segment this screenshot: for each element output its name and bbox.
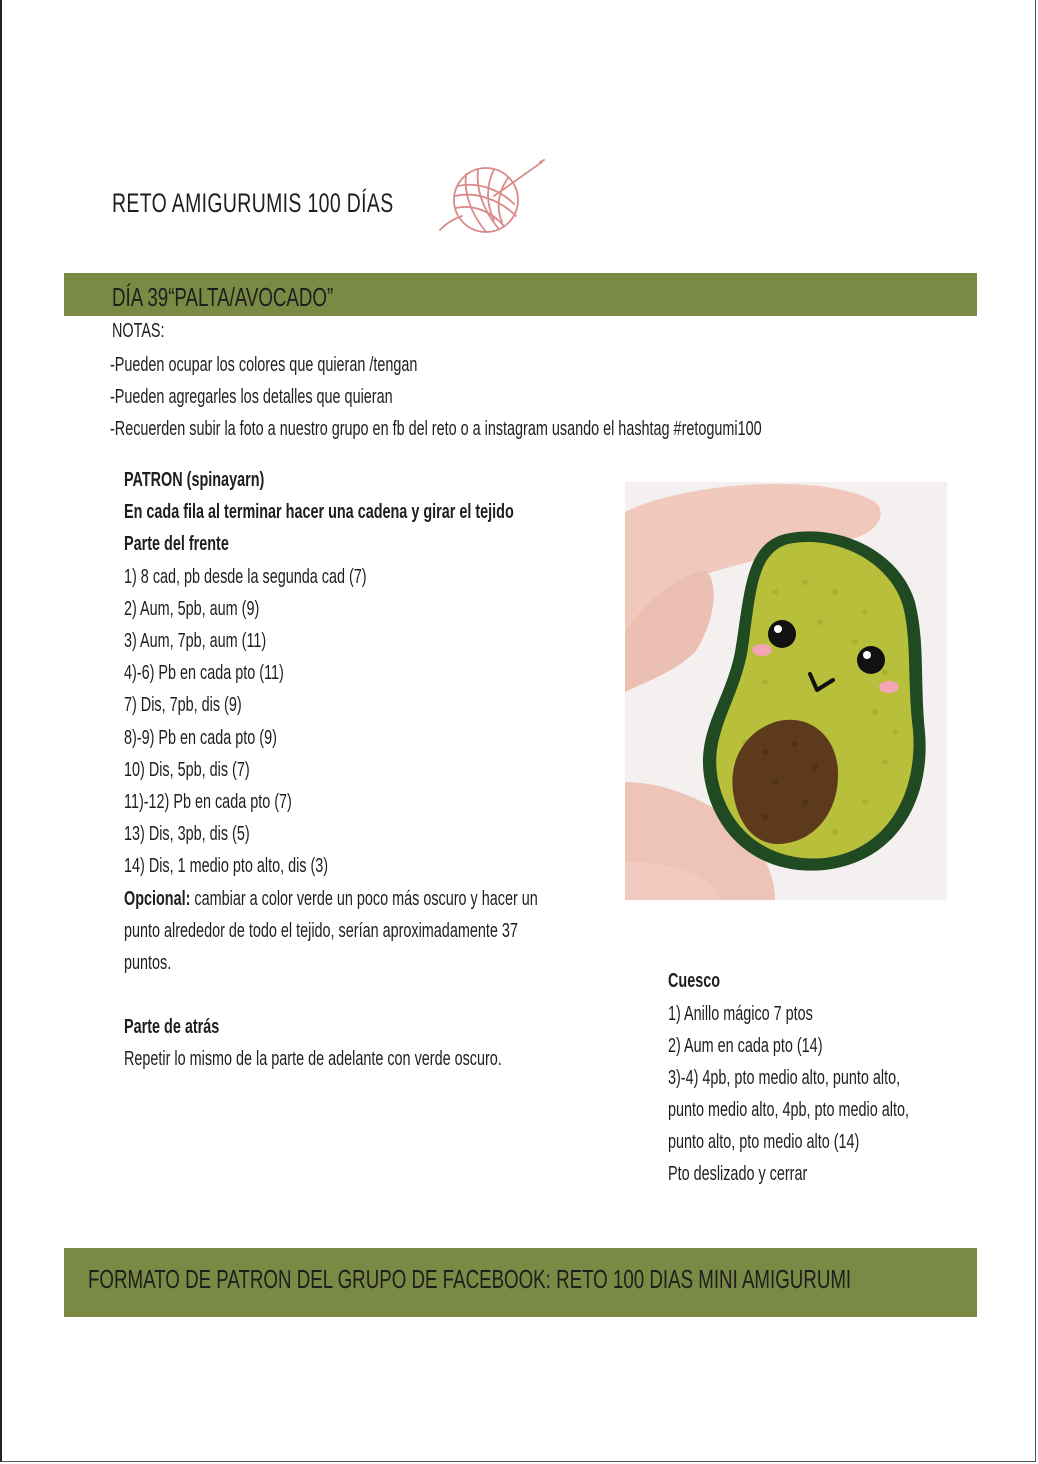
note-item-text: -Pueden agregarles los detalles que quieran — [110, 386, 393, 408]
pattern-row-text: 8)-9) Pb en cada pto (9) — [124, 727, 277, 749]
notes-label-text: NOTAS: — [112, 320, 165, 342]
note-item — [110, 354, 537, 377]
cuesco-row-text: Pto deslizado y cerrar — [668, 1163, 808, 1185]
note-item-text: -Pueden ocupar los colores que quieran /tengan — [110, 354, 418, 376]
note-item-text: -Recuerden subir la foto a nuestro grupo en fb del reto o a instagram usando el hashtag #retogumi100 — [110, 418, 762, 440]
pattern-instruction-text: En cada fila al terminar hacer una cadena y girar el tejido — [124, 501, 514, 523]
pattern-row — [124, 759, 299, 782]
document-title-text: RETO AMIGURUMIS 100 DÍAS — [112, 188, 394, 218]
pattern-row — [124, 662, 346, 685]
pattern-row-text: 14) Dis, 1 medio pto alto, dis (3) — [124, 855, 329, 877]
pattern-row-text: 13) Dis, 3pb, dis (5) — [124, 823, 250, 845]
pattern-row — [124, 598, 312, 621]
pattern-row-text: 3) Aum, 7pb, aum (11) — [124, 630, 267, 652]
footer-text — [88, 1264, 1038, 1295]
avocado-photo — [625, 482, 947, 900]
avocado-amigurumi-illustration — [625, 482, 947, 900]
pattern-heading-text: PATRON (spinayarn) — [124, 469, 265, 491]
optional-line — [124, 920, 671, 943]
cuesco-row-text: punto alto, pto medio alto (14) — [668, 1131, 860, 1153]
front-heading — [124, 533, 270, 556]
yarn-ball-crochet-hook-icon — [436, 158, 548, 234]
back-heading-text: Parte de atrás — [124, 1016, 220, 1038]
pattern-row — [124, 791, 357, 814]
footer-text-content: FORMATO DE PATRON DEL GRUPO DE FACEBOOK: RETO 100 DIAS MINI AMIGURUMI — [88, 1264, 852, 1294]
pattern-row-text: 2) Aum, 5pb, aum (9) — [124, 598, 260, 620]
day-title-text: DÍA 39“PALTA/AVOCADO” — [112, 282, 334, 312]
cuesco-row — [668, 1099, 1003, 1122]
cuesco-row — [668, 1131, 934, 1154]
optional-text: punto alrededor de todo el tejido, serían aproximadamente 37 — [124, 920, 518, 942]
optional-line-text — [124, 888, 538, 911]
note-item — [110, 418, 1015, 441]
cuesco-heading-text: Cuesco — [668, 970, 721, 992]
optional-label: Opcional: — [124, 888, 191, 910]
pattern-instruction — [124, 501, 665, 524]
pattern-row-text: 10) Dis, 5pb, dis (7) — [124, 759, 250, 781]
pattern-row — [124, 630, 322, 653]
cuesco-row — [668, 1067, 990, 1090]
pattern-heading — [124, 469, 319, 492]
cuesco-heading — [668, 970, 740, 993]
pattern-row-text: 11)-12) Pb en cada pto (7) — [124, 791, 292, 813]
pattern-row-text: 7) Dis, 7pb, dis (9) — [124, 694, 242, 716]
optional-text: cambiar a color verde un poco más oscuro y hacer un — [190, 888, 538, 910]
optional-line — [124, 952, 190, 975]
back-heading — [124, 1016, 256, 1039]
note-item — [110, 386, 503, 409]
cuesco-row — [668, 1003, 869, 1026]
optional-line — [124, 888, 699, 911]
cuesco-row — [668, 1035, 883, 1058]
back-text — [124, 1048, 649, 1071]
cuesco-row-text: 3)-4) 4pb, pto medio alto, punto alto, — [668, 1067, 901, 1089]
pattern-row-text: 4)-6) Pb en cada pto (11) — [124, 662, 284, 684]
cuesco-row — [668, 1163, 861, 1186]
back-text-content: Repetir lo mismo de la parte de adelante con verde oscuro. — [124, 1048, 502, 1070]
day-title — [112, 282, 419, 313]
pattern-row — [124, 727, 336, 750]
pattern-row — [124, 694, 287, 717]
optional-text: puntos. — [124, 952, 172, 974]
pattern-row-text: 1) 8 cad, pb desde la segunda cad (7) — [124, 566, 367, 588]
pattern-row — [124, 823, 299, 846]
pattern-row — [124, 566, 461, 589]
front-heading-text: Parte del frente — [124, 533, 229, 555]
cuesco-row-text: 1) Anillo mágico 7 ptos — [668, 1003, 813, 1025]
notes-label — [112, 320, 185, 343]
pattern-row — [124, 855, 407, 878]
cuesco-row-text: punto medio alto, 4pb, pto medio alto, — [668, 1099, 909, 1121]
cuesco-row-text: 2) Aum en cada pto (14) — [668, 1035, 823, 1057]
